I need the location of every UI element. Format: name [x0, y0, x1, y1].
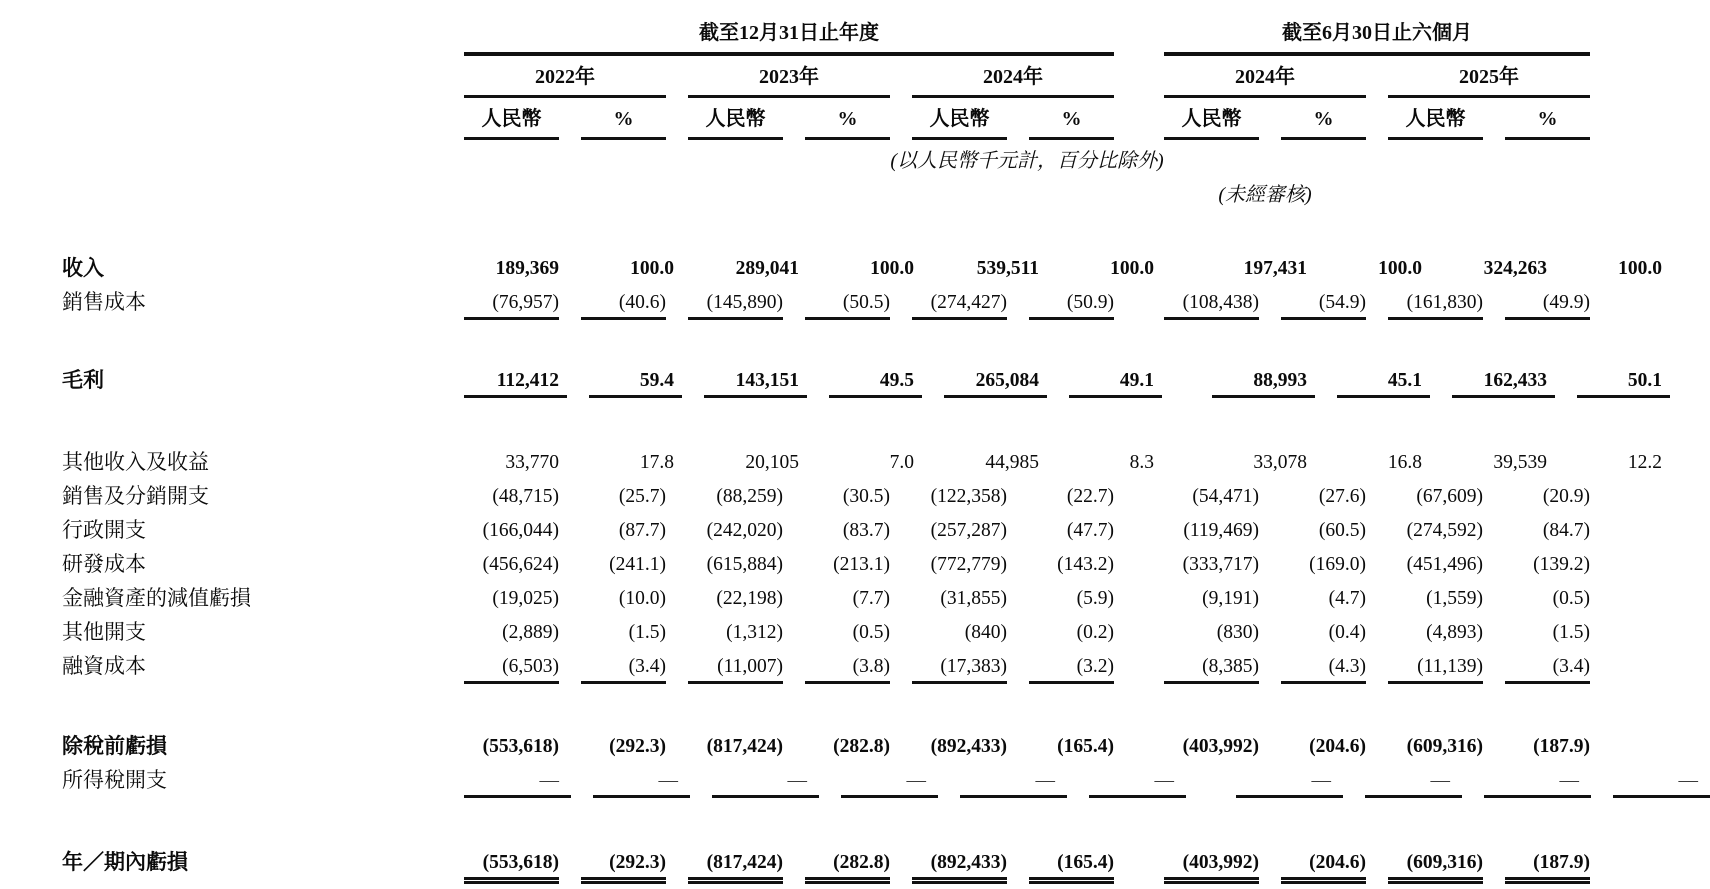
year-header: 2025年 [1388, 64, 1590, 98]
percent-value: 8.3 [1129, 452, 1154, 473]
row-label: 毛利 [62, 368, 104, 392]
percent-value: (5.9) [1076, 588, 1114, 609]
percent-value: (139.2) [1533, 554, 1590, 575]
period-group-header: 截至12月31日止年度 [464, 20, 1114, 56]
percent-value: (165.4) [1057, 736, 1114, 757]
row-label: 金融資產的減值虧損 [62, 586, 251, 610]
amount-value: (145,890) [688, 286, 783, 320]
percent-value: (143.2) [1057, 554, 1114, 575]
percent-value: (241.1) [609, 554, 666, 575]
amount-value: 33,078 [1253, 452, 1307, 473]
percent-value: (84.7) [1542, 520, 1590, 541]
percent-value: (292.3) [609, 736, 666, 757]
amount-value: 289,041 [735, 258, 799, 279]
percent-value: (40.6) [581, 286, 666, 320]
amount-value: 197,431 [1243, 258, 1307, 279]
amount-value: (1,559) [1426, 588, 1483, 609]
amount-value: (242,020) [706, 520, 783, 541]
amount-value: (257,287) [930, 520, 1007, 541]
row-label: 銷售及分銷開支 [62, 484, 209, 508]
row-label: 收入 [62, 256, 104, 280]
percent-value: (3.8) [805, 650, 890, 684]
amount-value: (19,025) [492, 588, 559, 609]
amount-value: (9,191) [1202, 588, 1259, 609]
amount-value: 324,263 [1483, 258, 1547, 279]
percent-value: — [1089, 764, 1186, 798]
percent-value: (50.5) [805, 286, 890, 320]
amount-value: (108,438) [1164, 286, 1259, 320]
percent-value: (30.5) [842, 486, 890, 507]
amount-value: 189,369 [495, 258, 559, 279]
percent-value: (4.7) [1328, 588, 1366, 609]
percent-value: 59.4 [589, 364, 682, 398]
amount-value: (451,496) [1406, 554, 1483, 575]
amount-value: (553,618) [464, 846, 559, 880]
amount-value: (892,433) [912, 846, 1007, 880]
percent-value: — [1613, 764, 1710, 798]
percent-value: 100.0 [1618, 258, 1662, 279]
amount-value: 39,539 [1493, 452, 1547, 473]
table-row [62, 364, 1666, 398]
units-note: (以人民幣千元計，百分比除外) [890, 150, 1164, 172]
table-row [62, 286, 1666, 320]
amount-value: (609,316) [1388, 846, 1483, 880]
amount-value: (274,427) [912, 286, 1007, 320]
amount-value: 539,511 [976, 258, 1039, 279]
percent-value: (0.5) [1552, 588, 1590, 609]
table-row [62, 764, 1698, 798]
year-header: 2023年 [688, 64, 890, 98]
percent-value: 50.1 [1577, 364, 1670, 398]
column-header-row [62, 98, 1666, 140]
percent-value: (292.3) [581, 846, 666, 880]
amount-column-header: 人民幣 [1388, 107, 1483, 140]
percent-value: 100.0 [1110, 258, 1154, 279]
percent-value: 100.0 [1378, 258, 1422, 279]
percent-value: (1.5) [628, 622, 666, 643]
amount-value: (22,198) [716, 588, 783, 609]
amount-value: (2,889) [502, 622, 559, 643]
amount-value: — [960, 764, 1067, 798]
amount-value: (76,957) [464, 286, 559, 320]
percent-value: 100.0 [630, 258, 674, 279]
percent-value: 12.2 [1627, 452, 1662, 473]
percent-value: (0.2) [1076, 622, 1114, 643]
percent-value: (7.7) [852, 588, 890, 609]
amount-value: (166,044) [482, 520, 559, 541]
amount-value: (1,312) [726, 622, 783, 643]
amount-value: 143,151 [704, 364, 807, 398]
amount-value: 162,433 [1452, 364, 1555, 398]
year-header-row [62, 56, 1666, 98]
percent-value: (49.9) [1505, 286, 1590, 320]
amount-value: (274,592) [1406, 520, 1483, 541]
table-row [62, 446, 1666, 480]
amount-value: (615,884) [706, 554, 783, 575]
table-row [62, 582, 1666, 616]
percent-column-header: % [1029, 107, 1114, 140]
amount-value: (840) [964, 622, 1007, 643]
row-label: 所得稅開支 [62, 768, 167, 792]
percent-value: (213.1) [833, 554, 890, 575]
percent-column-header: % [581, 107, 666, 140]
table-row [62, 480, 1666, 514]
amount-value: 20,105 [745, 452, 799, 473]
amount-value: (817,424) [688, 846, 783, 880]
amount-value: 33,770 [505, 452, 559, 473]
amount-value: (88,259) [716, 486, 783, 507]
year-header: 2024年 [912, 64, 1114, 98]
percent-value: (50.9) [1029, 286, 1114, 320]
amount-value: (817,424) [706, 736, 783, 757]
period-group-header: 截至6月30日止六個月 [1164, 20, 1590, 56]
row-label: 其他收入及收益 [62, 450, 209, 474]
percent-value: (47.7) [1066, 520, 1114, 541]
percent-value: (1.5) [1552, 622, 1590, 643]
percent-value: (204.6) [1281, 846, 1366, 880]
amount-column-header: 人民幣 [912, 107, 1007, 140]
percent-value: (87.7) [618, 520, 666, 541]
percent-value: (10.0) [618, 588, 666, 609]
amount-column-header: 人民幣 [464, 107, 559, 140]
amount-value: (553,618) [482, 736, 559, 757]
amount-value: (772,779) [930, 554, 1007, 575]
amount-value: (892,433) [930, 736, 1007, 757]
percent-value: 45.1 [1337, 364, 1430, 398]
amount-value: (456,624) [482, 554, 559, 575]
amount-value: — [1236, 764, 1343, 798]
amount-value: (8,385) [1164, 650, 1259, 684]
percent-value: (282.8) [833, 736, 890, 757]
percent-column-header: % [805, 107, 890, 140]
amount-value: (122,358) [930, 486, 1007, 507]
amount-value: (4,893) [1426, 622, 1483, 643]
amount-value: (17,383) [912, 650, 1007, 684]
percent-value: (187.9) [1533, 736, 1590, 757]
percent-column-header: % [1505, 107, 1590, 140]
percent-value: (22.7) [1066, 486, 1114, 507]
amount-value: (333,717) [1182, 554, 1259, 575]
percent-value: (3.4) [581, 650, 666, 684]
row-label: 除稅前虧損 [62, 734, 167, 758]
year-header: 2022年 [464, 64, 666, 98]
percent-value: (27.6) [1318, 486, 1366, 507]
amount-value: (48,715) [492, 486, 559, 507]
row-label: 研發成本 [62, 552, 146, 576]
amount-value: (403,992) [1164, 846, 1259, 880]
percent-value: — [841, 764, 938, 798]
amount-value: (31,855) [940, 588, 1007, 609]
amount-value: (6,503) [464, 650, 559, 684]
amount-value: (54,471) [1192, 486, 1259, 507]
percent-value: 7.0 [889, 452, 914, 473]
percent-value: (0.5) [852, 622, 890, 643]
table-row [62, 846, 1666, 880]
percent-value: (83.7) [842, 520, 890, 541]
table-header [62, 20, 1666, 140]
percent-value: (54.9) [1281, 286, 1366, 320]
amount-value: (161,830) [1388, 286, 1483, 320]
amount-value: 44,985 [985, 452, 1039, 473]
amount-column-header: 人民幣 [688, 107, 783, 140]
row-label: 其他開支 [62, 620, 146, 644]
amount-column-header: 人民幣 [1164, 107, 1259, 140]
percent-value: (20.9) [1542, 486, 1590, 507]
amount-value: (119,469) [1183, 520, 1259, 541]
amount-value: (830) [1216, 622, 1259, 643]
amount-value: (403,992) [1182, 736, 1259, 757]
percent-value: (282.8) [805, 846, 890, 880]
percent-value: 100.0 [870, 258, 914, 279]
row-label: 年／期內虧損 [62, 850, 188, 874]
amount-value: 88,993 [1212, 364, 1315, 398]
percent-value: (60.5) [1318, 520, 1366, 541]
amount-value: 265,084 [944, 364, 1047, 398]
table-row [62, 548, 1666, 582]
table-body [62, 252, 1698, 880]
amount-value: 112,412 [464, 364, 567, 398]
table-row [62, 252, 1666, 286]
percent-value: (187.9) [1505, 846, 1590, 880]
amount-value: (67,609) [1416, 486, 1483, 507]
percent-value: 49.5 [829, 364, 922, 398]
amount-value: (11,139) [1388, 650, 1483, 684]
year-header: 2024年 [1164, 64, 1366, 98]
amount-value: — [712, 764, 819, 798]
percent-value: 16.8 [1387, 452, 1422, 473]
percent-value: 49.1 [1069, 364, 1162, 398]
percent-column-header: % [1281, 107, 1366, 140]
amount-value: — [464, 764, 571, 798]
table-notes [62, 146, 1666, 210]
amount-value: — [1484, 764, 1591, 798]
percent-value: (169.0) [1309, 554, 1366, 575]
row-label: 融資成本 [62, 654, 146, 678]
percent-value: (0.4) [1328, 622, 1366, 643]
percent-value: (204.6) [1309, 736, 1366, 757]
percent-value: (165.4) [1029, 846, 1114, 880]
unaudited-note: (未經審核) [1218, 184, 1312, 206]
table-row [62, 730, 1666, 764]
amount-value: (11,007) [688, 650, 783, 684]
period-group-row [62, 20, 1666, 56]
amount-value: (609,316) [1406, 736, 1483, 757]
percent-value: — [593, 764, 690, 798]
percent-value: (3.4) [1505, 650, 1590, 684]
row-label: 行政開支 [62, 518, 146, 542]
table-row [62, 616, 1666, 650]
row-label: 銷售成本 [62, 290, 146, 314]
percent-value: (3.2) [1029, 650, 1114, 684]
percent-value: 17.8 [639, 452, 674, 473]
percent-value: (4.3) [1281, 650, 1366, 684]
percent-value: (25.7) [618, 486, 666, 507]
percent-value: — [1365, 764, 1462, 798]
table-row [62, 650, 1666, 684]
table-row [62, 514, 1666, 548]
